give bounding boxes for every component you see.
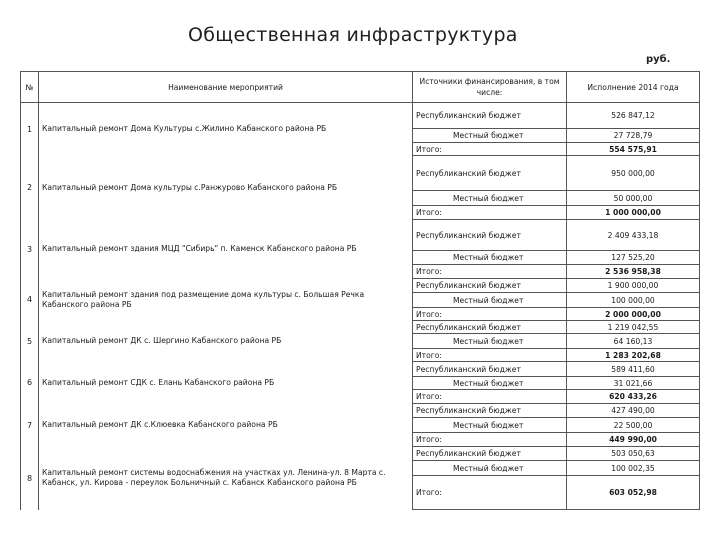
source-local-label: Местный бюджет: [413, 461, 567, 476]
table-row: [21, 447, 700, 461]
measure-name: Капитальный ремонт Дома культуры с.Ранжурово Кабанского района РБ: [39, 156, 413, 220]
row-number: 8: [21, 447, 39, 510]
table-row: [21, 404, 700, 418]
local-value: 64 160,13: [567, 334, 700, 349]
source-local-label: Местный бюджет: [413, 293, 567, 308]
local-value: 100 000,00: [567, 293, 700, 308]
table-row: [21, 156, 700, 191]
table-body: [21, 103, 700, 510]
local-value: 100 002,35: [567, 461, 700, 476]
source-local-label: Местный бюджет: [413, 251, 567, 265]
total-value: 449 990,00: [567, 433, 700, 447]
row-number: 5: [21, 321, 39, 362]
measure-name: Капитальный ремонт ДК с. Шергино Кабанского района РБ: [39, 321, 413, 362]
measure-name: Капитальный ремонт здания под размещение дома культуры с. Большая Речка Кабанского района РБ: [39, 279, 413, 321]
total-label: Итого:: [413, 433, 567, 447]
total-value: 2 536 958,38: [567, 265, 700, 279]
row-number: 3: [21, 220, 39, 279]
source-republic-label: Республиканский бюджет: [413, 404, 567, 418]
source-republic-label: Республиканский бюджет: [413, 103, 567, 129]
total-value: 620 433,26: [567, 390, 700, 404]
header-num: №: [21, 72, 39, 103]
source-local-label: Местный бюджет: [413, 191, 567, 206]
republic-value: 950 000,00: [567, 156, 700, 191]
measure-name: Капитальный ремонт Дома Культуры с.Жилино Кабанского района РБ: [39, 103, 413, 156]
table-row: [21, 279, 700, 293]
total-label: Итого:: [413, 206, 567, 220]
source-local-label: Местный бюджет: [413, 418, 567, 433]
table-header-row: [21, 72, 700, 103]
source-republic-label: Республиканский бюджет: [413, 156, 567, 191]
source-republic-label: Республиканский бюджет: [413, 279, 567, 293]
total-value: 554 575,91: [567, 143, 700, 156]
republic-value: 1 900 000,00: [567, 279, 700, 293]
total-value: 2 000 000,00: [567, 308, 700, 321]
row-number: 1: [21, 103, 39, 156]
total-value: 1 283 202,68: [567, 349, 700, 362]
source-republic-label: Республиканский бюджет: [413, 447, 567, 461]
total-label: Итого:: [413, 265, 567, 279]
republic-value: 427 490,00: [567, 404, 700, 418]
source-local-label: Местный бюджет: [413, 129, 567, 143]
header-name: Наименование мероприятий: [39, 72, 413, 103]
measure-name: Капитальный ремонт системы водоснабжения на участках ул. Ленина-ул. 8 Марта с. Кабанск, ул. Кирова - переулок Больничный с. Кабанск Кабанского района РБ: [39, 447, 413, 510]
table-row: [21, 220, 700, 251]
local-value: 22 500,00: [567, 418, 700, 433]
local-value: 31 021,66: [567, 377, 700, 390]
source-republic-label: Республиканский бюджет: [413, 362, 567, 377]
row-number: 7: [21, 404, 39, 447]
source-republic-label: Республиканский бюджет: [413, 220, 567, 251]
republic-value: 526 847,12: [567, 103, 700, 129]
total-label: Итого:: [413, 476, 567, 510]
republic-value: 2 409 433,18: [567, 220, 700, 251]
source-local-label: Местный бюджет: [413, 334, 567, 349]
republic-value: 1 219 042,55: [567, 321, 700, 334]
measure-name: Капитальный ремонт ДК с.Клюевка Кабанского района РБ: [39, 404, 413, 447]
total-label: Итого:: [413, 390, 567, 404]
total-value: 1 000 000,00: [567, 206, 700, 220]
table-row: [21, 362, 700, 377]
row-number: 6: [21, 362, 39, 404]
table-row: [21, 103, 700, 129]
measure-name: Капитальный ремонт СДК с. Елань Кабанского района РБ: [39, 362, 413, 404]
republic-value: 589 411,60: [567, 362, 700, 377]
measure-name: Капитальный ремонт здания МЦД "Сибирь" п. Каменск Кабанского района РБ: [39, 220, 413, 279]
local-value: 50 000,00: [567, 191, 700, 206]
local-value: 27 728,79: [567, 129, 700, 143]
total-label: Итого:: [413, 143, 567, 156]
row-number: 4: [21, 279, 39, 321]
infrastructure-table: [20, 71, 700, 510]
row-number: 2: [21, 156, 39, 220]
total-value: 603 052,98: [567, 476, 700, 510]
header-exec: Исполнение 2014 года: [567, 72, 700, 103]
table-row: [21, 321, 700, 334]
source-local-label: Местный бюджет: [413, 377, 567, 390]
page-title: Общественная инфраструктура: [188, 24, 518, 46]
total-label: Итого:: [413, 308, 567, 321]
currency-unit: руб.: [646, 54, 671, 65]
total-label: Итого:: [413, 349, 567, 362]
republic-value: 503 050,63: [567, 447, 700, 461]
header-source: Источники финансирования, в том числе:: [413, 72, 567, 103]
local-value: 127 525,20: [567, 251, 700, 265]
source-republic-label: Республиканский бюджет: [413, 321, 567, 334]
